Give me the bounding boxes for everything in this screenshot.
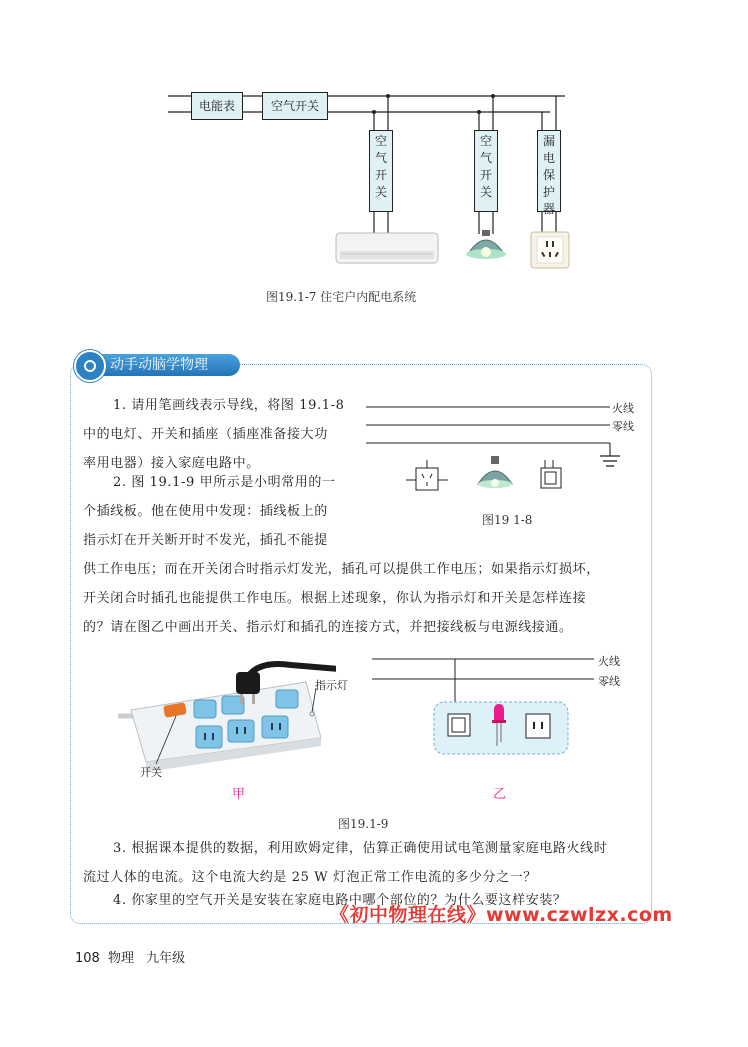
switch-label: 开关	[140, 766, 162, 779]
fig7-caption: 图19.1-7 住宅户内配电系统	[266, 290, 417, 304]
subject: 物理	[107, 951, 134, 966]
q2-line: 指示灯在开关断开时不发光，插孔不能提	[83, 533, 328, 548]
fig9-neutral-label: 零线	[598, 675, 620, 688]
grade: 九年级	[146, 951, 186, 966]
question-2	[83, 468, 643, 642]
q1-line: 率用电器）接入家庭电路中。	[83, 456, 260, 471]
q2-line: 开关闭合时插孔也能提供工作电压。根据上述现象，你认为指示灯和开关是怎样连接	[83, 591, 587, 606]
page-footer	[75, 947, 185, 966]
fig9-live-label: 火线	[598, 655, 620, 668]
watermark: 《初中物理在线》www.czwlzx.com	[330, 904, 673, 926]
breaker-lamp: 空 气 开 关	[474, 130, 498, 212]
leakage-protector: 漏 电 保 护 器	[537, 130, 561, 212]
q3-line: 流过人体的电流。这个电流大约是 25 W 灯泡正常工作电流的多少分之一？	[83, 870, 537, 885]
q3-line: 3. 根据课本提供的数据，利用欧姆定律，估算正确使用试电笔测量家庭电路火线时	[113, 841, 608, 856]
fig8-live-label: 火线	[612, 402, 634, 415]
fig9-caption: 图19.1-9	[338, 817, 389, 831]
meter-box: 电能表	[191, 92, 243, 120]
q1-line: 中的电灯、开关和插座（插座准备接大功	[83, 427, 328, 442]
question-4: 4. 你家里的空气开关是安装在家庭电路中哪个部位的？为什么要这样安装？	[113, 893, 567, 908]
page-number: 108	[75, 951, 100, 966]
fig8-neutral-label: 零线	[612, 420, 634, 433]
question-3	[83, 834, 653, 892]
section-badge	[74, 350, 240, 378]
label-jia: 甲	[232, 787, 246, 802]
q2-line: 2. 图 19.1-9 甲所示是小明常用的一	[113, 475, 336, 490]
indicator-label: 指示灯	[315, 679, 348, 692]
q2-line: 个插线板。他在使用中发现：插线板上的	[83, 504, 328, 519]
fig-19-1-9-b-wiring	[368, 650, 628, 760]
q2-line: 的？请在图乙中画出开关、指示灯和插孔的连接方式，并把接线板与电源线接通。	[83, 620, 573, 635]
question-1	[83, 391, 373, 478]
label-yi: 乙	[493, 787, 507, 802]
breaker-aircon: 空 气 开 关	[369, 130, 393, 212]
fig8-caption: 图19 1-8	[482, 513, 533, 527]
section-title: 动手动脑学物理	[96, 354, 240, 376]
main-air-switch-box: 空气开关	[262, 92, 328, 120]
q2-line: 供工作电压；而在开关闭合时指示灯发光，插孔可以提供工作电压；如果指示灯损坏，	[83, 562, 600, 577]
target-icon	[74, 350, 106, 382]
power-strip-photo	[116, 650, 336, 780]
q1-line: 1. 请用笔画线表示导线，将图 19.1-8	[113, 398, 345, 413]
